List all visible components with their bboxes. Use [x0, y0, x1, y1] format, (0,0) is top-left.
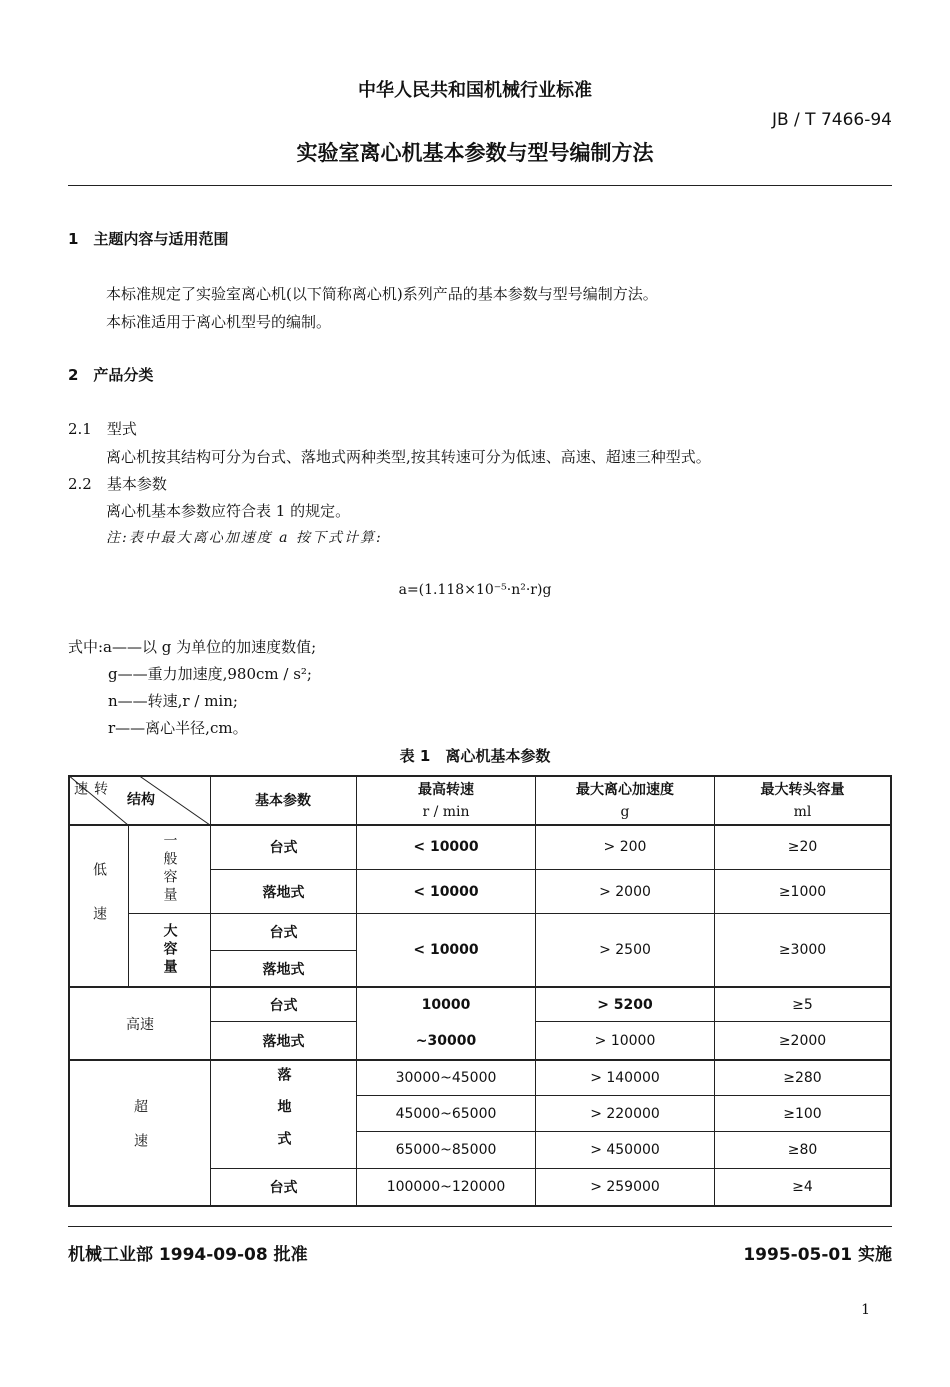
cell-accel: > 200: [603, 839, 647, 855]
cell-capacity: ≥1000: [778, 883, 827, 900]
standard-code: JB / T 7466-94: [771, 110, 892, 130]
section-2-1-paragraph: 离心机按其结构可分为台式、落地式两种类型,按其转速可分为低速、高速、超速三种型式。: [106, 448, 711, 466]
cell-accel: > 220000: [590, 1105, 660, 1122]
where-g: g——重力加速度,980cm / s²;: [108, 665, 312, 683]
cell-speed: 10000: [421, 996, 471, 1013]
cell-accel: > 5200: [597, 996, 653, 1013]
group-general-capacity: 一般容量: [161, 833, 178, 905]
cell-accel: > 2000: [599, 883, 651, 900]
page-number: 1: [861, 1302, 870, 1318]
type-bench: 台式: [269, 1180, 298, 1196]
where-n: n——转速,r / min;: [108, 692, 238, 710]
col-header-accel: 最大离心加速度: [576, 782, 674, 798]
header-divider: [68, 185, 892, 186]
type-floor: 落地式: [262, 884, 305, 901]
type-bench: 台式: [269, 840, 298, 856]
section-2-2-paragraph: 离心机基本参数应符合表 1 的规定。: [106, 502, 351, 520]
group-high-speed: 高速: [126, 1016, 154, 1033]
type-floor: 落地式: [262, 1033, 305, 1050]
col-header-capacity: 最大转头容量: [760, 782, 845, 798]
diag-label-param: 基本参数: [255, 793, 311, 809]
section-1-paragraph-2: 本标准适用于离心机型号的编制。: [106, 313, 332, 331]
cell-capacity: ≥4: [792, 1179, 813, 1195]
standard-org: 中华人民共和国机械行业标准: [358, 80, 592, 101]
cell-accel: > 259000: [590, 1179, 660, 1195]
cell-capacity: ≥3000: [778, 942, 827, 958]
section-1-paragraph-1: 本标准规定了实验室离心机(以下简称离心机)系列产品的基本参数与型号编制方法。: [106, 285, 658, 303]
col-header-speed-unit: r / min: [422, 804, 470, 820]
cell-accel: > 2500: [599, 942, 651, 958]
cell-capacity: ≥20: [787, 839, 818, 855]
col-header-capacity-unit: ml: [793, 804, 812, 820]
footer-divider: [68, 1226, 892, 1227]
parameter-table: [68, 775, 892, 1207]
type-floor: 落地式: [262, 961, 305, 978]
section-2-2-heading: 2.2 基本参数: [68, 475, 167, 493]
cell-accel: > 140000: [590, 1070, 660, 1086]
type-bench: 台式: [269, 925, 298, 941]
where-r: r——离心半径,cm。: [108, 719, 248, 737]
cell-speed: ~30000: [415, 1032, 477, 1049]
group-ultra-speed: 超速: [132, 1099, 148, 1167]
diag-label-speed-1: 转速: [72, 781, 108, 797]
note: 注:表中最大离心加速度 a 按下式计算:: [106, 530, 383, 546]
group-low-speed: 低速: [91, 861, 107, 950]
col-header-speed: 最高转速: [418, 782, 474, 798]
section-2-heading: 2 产品分类: [68, 366, 154, 384]
section-2-1-heading: 2.1 型式: [68, 420, 137, 438]
cell-speed: 45000~65000: [395, 1105, 497, 1122]
section-1-heading: 1 主题内容与适用范围: [68, 230, 229, 248]
table-caption: 表 1 离心机基本参数: [399, 747, 551, 765]
where-a: 式中:a——以 g 为单位的加速度数值;: [68, 638, 317, 656]
page-title: 实验室离心机基本参数与型号编制方法: [296, 141, 654, 165]
type-floor-ultra: 落地式: [275, 1066, 292, 1163]
cell-capacity: ≥5: [792, 996, 813, 1013]
cell-speed: < 10000: [413, 883, 479, 900]
cell-capacity: ≥2000: [778, 1032, 827, 1049]
cell-capacity: ≥280: [783, 1070, 822, 1086]
cell-speed: < 10000: [413, 942, 479, 958]
cell-accel: > 450000: [590, 1142, 660, 1158]
type-bench: 台式: [269, 997, 298, 1014]
cell-speed: 30000~45000: [395, 1070, 497, 1086]
cell-capacity: ≥80: [787, 1142, 818, 1158]
formula: a=(1.118×10⁻⁵·n²·r)g: [398, 582, 552, 598]
cell-speed: < 10000: [413, 839, 479, 855]
diag-label-struct: 结构: [127, 792, 155, 808]
group-large-capacity: 大容量: [161, 923, 178, 977]
cell-speed: 100000~120000: [386, 1179, 506, 1195]
effective-date: 1995-05-01 实施: [743, 1245, 892, 1265]
cell-capacity: ≥100: [783, 1105, 822, 1122]
approval-statement: 机械工业部 1994-09-08 批准: [68, 1245, 308, 1265]
col-header-accel-unit: g: [620, 804, 630, 820]
cell-accel: > 10000: [594, 1032, 656, 1049]
cell-speed: 65000~85000: [395, 1142, 497, 1158]
